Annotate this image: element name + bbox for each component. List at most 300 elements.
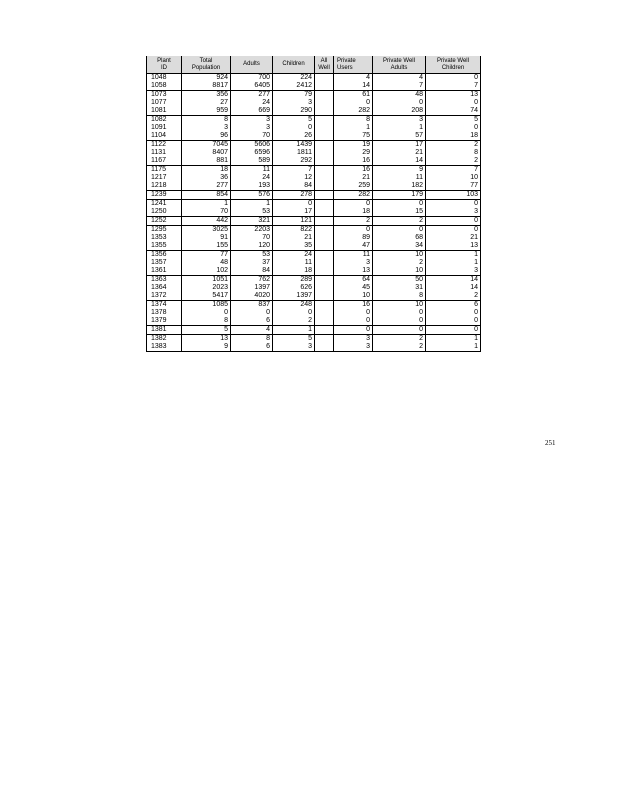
page-number: 251 [545, 439, 556, 447]
table-cell: 0 [426, 99, 481, 107]
table-cell: 9 [373, 166, 426, 175]
table-cell: 84 [273, 182, 315, 191]
table-cell: 0 [182, 309, 231, 317]
table-row [147, 124, 481, 132]
table-cell: 0 [334, 326, 373, 335]
table-cell: 21 [373, 149, 426, 157]
table-row [147, 234, 481, 242]
table-row [147, 208, 481, 217]
table-cell: 924 [182, 74, 231, 83]
table-cell: 74 [426, 107, 481, 116]
table-cell: 15 [373, 208, 426, 217]
header-adults: Adults [231, 56, 273, 74]
table-cell [315, 335, 334, 344]
table-row [147, 226, 481, 235]
table-row [147, 91, 481, 100]
table-cell: 84 [231, 267, 273, 276]
table-cell: 24 [231, 174, 273, 182]
table-cell [315, 191, 334, 200]
table-cell: 1379 [147, 317, 182, 326]
table-cell: 0 [273, 124, 315, 132]
table-cell: 0 [334, 200, 373, 209]
row-group [147, 217, 481, 226]
table-cell: 1378 [147, 309, 182, 317]
table-cell: 1058 [147, 82, 182, 91]
table-cell: 2023 [182, 284, 231, 292]
table-cell: 121 [273, 217, 315, 226]
table-cell [315, 182, 334, 191]
table-cell: 11 [334, 251, 373, 260]
table-cell: 837 [231, 301, 273, 310]
table-cell: 10 [373, 301, 426, 310]
table-cell [315, 74, 334, 83]
table-cell: 2203 [231, 226, 273, 235]
table-cell: 1383 [147, 343, 182, 352]
table-cell: 68 [373, 234, 426, 242]
table-row [147, 200, 481, 209]
table-cell: 11 [273, 259, 315, 267]
table-cell [315, 91, 334, 100]
row-group [147, 116, 481, 141]
table-row [147, 191, 481, 200]
table-cell: 10 [373, 267, 426, 276]
table-cell: 0 [426, 326, 481, 335]
table-cell: 14 [426, 284, 481, 292]
table-cell: 0 [426, 317, 481, 326]
table-cell: 1811 [273, 149, 315, 157]
table-cell: 21 [426, 234, 481, 242]
row-group [147, 326, 481, 335]
table-cell: 1104 [147, 132, 182, 141]
table-cell: 0 [273, 200, 315, 209]
table-cell: 6 [231, 343, 273, 352]
table-cell: 1364 [147, 284, 182, 292]
table-cell: 0 [426, 74, 481, 83]
table-cell: 1397 [273, 292, 315, 301]
table-cell: 6596 [231, 149, 273, 157]
table-cell: 0 [426, 309, 481, 317]
table-row [147, 276, 481, 285]
table-cell: 1091 [147, 124, 182, 132]
table-cell: 1356 [147, 251, 182, 260]
table-cell: 8 [373, 292, 426, 301]
table-cell: 626 [273, 284, 315, 292]
table-cell: 1 [182, 200, 231, 209]
table-row [147, 99, 481, 107]
table-cell: 120 [231, 242, 273, 251]
table-cell: 0 [373, 99, 426, 107]
header-private-well-children: Private Well Children [426, 56, 481, 74]
table-cell: 61 [334, 91, 373, 100]
table-cell: 0 [373, 309, 426, 317]
table-cell: 0 [373, 226, 426, 235]
table-row [147, 242, 481, 251]
row-group [147, 141, 481, 166]
table-cell: 48 [373, 91, 426, 100]
table-cell [315, 174, 334, 182]
table-row [147, 82, 481, 91]
table-cell [315, 99, 334, 107]
table-cell: 5 [273, 116, 315, 125]
table-cell: 2 [373, 335, 426, 344]
table-cell: 321 [231, 217, 273, 226]
table-cell: 1131 [147, 149, 182, 157]
table-cell: 289 [273, 276, 315, 285]
table-row [147, 217, 481, 226]
table-cell: 1048 [147, 74, 182, 83]
table-cell: 14 [426, 276, 481, 285]
table-cell: 193 [231, 182, 273, 191]
table-cell: 282 [334, 107, 373, 116]
table-cell: 0 [373, 326, 426, 335]
table-cell: 14 [373, 157, 426, 166]
row-group [147, 166, 481, 191]
table-cell: 854 [182, 191, 231, 200]
header-private-users: Private Users [334, 56, 373, 74]
table-cell: 1082 [147, 116, 182, 125]
table-cell: 70 [231, 132, 273, 141]
table-cell: 70 [182, 208, 231, 217]
table-cell: 1073 [147, 91, 182, 100]
table-cell: 18 [426, 132, 481, 141]
table-cell: 7 [373, 82, 426, 91]
table-cell: 4 [373, 74, 426, 83]
table-cell: 19 [334, 141, 373, 150]
table-cell: 7 [426, 166, 481, 175]
table-cell: 1 [231, 200, 273, 209]
table-row [147, 267, 481, 276]
table-cell: 292 [273, 157, 315, 166]
table-cell: 282 [334, 191, 373, 200]
table-cell: 13 [182, 335, 231, 344]
table-header [147, 56, 481, 74]
table-cell: 10 [426, 174, 481, 182]
table-cell [315, 259, 334, 267]
table-cell [315, 157, 334, 166]
header-all-well: All Well [315, 56, 334, 74]
table-cell: 21 [273, 234, 315, 242]
table-cell: 1175 [147, 166, 182, 175]
table-cell: 16 [334, 157, 373, 166]
table-cell: 0 [334, 226, 373, 235]
table-cell: 0 [426, 200, 481, 209]
table-cell: 29 [334, 149, 373, 157]
table-cell: 1167 [147, 157, 182, 166]
table-cell: 2 [426, 141, 481, 150]
header-total-population: Total Population [182, 56, 231, 74]
table-cell: 1077 [147, 99, 182, 107]
table-cell: 53 [231, 208, 273, 217]
table-cell: 4020 [231, 292, 273, 301]
table-row [147, 292, 481, 301]
table-cell: 8817 [182, 82, 231, 91]
table-row [147, 309, 481, 317]
table-cell: 3 [426, 208, 481, 217]
table-cell: 5417 [182, 292, 231, 301]
table-cell: 2 [373, 259, 426, 267]
table-cell: 224 [273, 74, 315, 83]
table-cell: 0 [273, 309, 315, 317]
table-cell: 959 [182, 107, 231, 116]
table-cell: 822 [273, 226, 315, 235]
table-cell [315, 82, 334, 91]
table-cell: 2 [334, 217, 373, 226]
table-cell: 18 [182, 166, 231, 175]
table-cell: 77 [182, 251, 231, 260]
table-row [147, 132, 481, 141]
header-plant-id: Plant ID [147, 56, 182, 74]
table-cell: 3 [334, 259, 373, 267]
table-cell: 1 [426, 335, 481, 344]
table-row [147, 116, 481, 125]
row-group [147, 74, 481, 91]
table-cell: 37 [231, 259, 273, 267]
row-group [147, 335, 481, 352]
table-cell: 1361 [147, 267, 182, 276]
table-cell [315, 124, 334, 132]
table-cell: 24 [231, 99, 273, 107]
table-cell: 442 [182, 217, 231, 226]
table-cell [315, 301, 334, 310]
table-cell [315, 242, 334, 251]
row-group [147, 191, 481, 200]
table-row [147, 251, 481, 260]
table-cell: 3 [334, 343, 373, 352]
table-cell: 1051 [182, 276, 231, 285]
table-cell: 0 [334, 317, 373, 326]
table-cell: 4 [334, 74, 373, 83]
table-cell: 1381 [147, 326, 182, 335]
table-cell: 1239 [147, 191, 182, 200]
table-cell: 36 [182, 174, 231, 182]
table-row [147, 149, 481, 157]
table-cell: 35 [273, 242, 315, 251]
table-cell: 7045 [182, 141, 231, 150]
table-cell: 576 [231, 191, 273, 200]
table-cell: 91 [182, 234, 231, 242]
table-cell: 9 [182, 343, 231, 352]
table-cell: 1217 [147, 174, 182, 182]
table-cell: 10 [334, 292, 373, 301]
table-cell: 3 [273, 343, 315, 352]
table-cell: 1085 [182, 301, 231, 310]
table-row [147, 182, 481, 191]
table-cell: 589 [231, 157, 273, 166]
table-cell: 13 [426, 91, 481, 100]
table-cell: 2 [273, 317, 315, 326]
table-cell [315, 116, 334, 125]
table-cell: 290 [273, 107, 315, 116]
table-cell [315, 292, 334, 301]
table-cell: 1 [373, 124, 426, 132]
table-cell: 182 [373, 182, 426, 191]
table-cell: 11 [231, 166, 273, 175]
table-cell: 10 [373, 251, 426, 260]
table-cell: 4 [231, 326, 273, 335]
table-cell: 57 [373, 132, 426, 141]
table-row [147, 259, 481, 267]
table-cell: 48 [182, 259, 231, 267]
table-cell: 762 [231, 276, 273, 285]
table-cell: 89 [334, 234, 373, 242]
table-cell: 0 [373, 317, 426, 326]
table-cell: 75 [334, 132, 373, 141]
table-row [147, 74, 481, 83]
table-cell [315, 251, 334, 260]
table-cell: 2 [373, 343, 426, 352]
table-cell: 1439 [273, 141, 315, 150]
table-cell: 3 [373, 116, 426, 125]
table-cell: 155 [182, 242, 231, 251]
table-cell: 2412 [273, 82, 315, 91]
table-cell: 1382 [147, 335, 182, 344]
table-cell: 700 [231, 74, 273, 83]
table-cell: 0 [426, 226, 481, 235]
table-cell: 6 [231, 317, 273, 326]
table-cell: 5606 [231, 141, 273, 150]
table-cell: 1353 [147, 234, 182, 242]
table-cell: 8 [426, 149, 481, 157]
table-row [147, 301, 481, 310]
table-cell: 0 [231, 309, 273, 317]
table-row [147, 157, 481, 166]
table-cell: 77 [426, 182, 481, 191]
table-cell: 1295 [147, 226, 182, 235]
table-cell: 1357 [147, 259, 182, 267]
row-group [147, 301, 481, 326]
table-cell: 0 [426, 217, 481, 226]
table-cell: 8407 [182, 149, 231, 157]
table-cell: 1 [426, 251, 481, 260]
table-cell: 1363 [147, 276, 182, 285]
table-cell: 13 [426, 242, 481, 251]
table-cell: 27 [182, 99, 231, 107]
table-cell: 669 [231, 107, 273, 116]
table-row [147, 174, 481, 182]
table-cell: 3 [231, 124, 273, 132]
table-cell: 1 [426, 343, 481, 352]
table-cell: 2 [426, 157, 481, 166]
table-cell: 1 [426, 259, 481, 267]
table-row [147, 107, 481, 116]
table-cell: 8 [182, 317, 231, 326]
table-cell: 102 [182, 267, 231, 276]
table-cell: 45 [334, 284, 373, 292]
table-cell: 208 [373, 107, 426, 116]
table-cell: 17 [373, 141, 426, 150]
table-cell: 7 [273, 166, 315, 175]
table-cell [315, 226, 334, 235]
table-cell: 2 [373, 217, 426, 226]
table-cell: 21 [334, 174, 373, 182]
table-cell: 3 [426, 267, 481, 276]
table-cell: 6405 [231, 82, 273, 91]
table-cell: 3 [334, 335, 373, 344]
table-cell: 5 [182, 326, 231, 335]
table-cell: 179 [373, 191, 426, 200]
table-cell [315, 107, 334, 116]
table-row [147, 317, 481, 326]
table-row [147, 343, 481, 352]
table-cell: 0 [334, 309, 373, 317]
row-group [147, 200, 481, 217]
table-cell: 11 [373, 174, 426, 182]
table-row [147, 166, 481, 175]
table-cell: 64 [334, 276, 373, 285]
table-cell [315, 217, 334, 226]
row-group [147, 91, 481, 116]
table-cell: 79 [273, 91, 315, 100]
table-cell [315, 343, 334, 352]
table-cell [315, 326, 334, 335]
table-cell: 16 [334, 301, 373, 310]
table-cell: 17 [273, 208, 315, 217]
table-cell: 3 [182, 124, 231, 132]
row-group [147, 251, 481, 276]
table-cell [315, 284, 334, 292]
table-cell: 103 [426, 191, 481, 200]
table-cell: 2 [426, 292, 481, 301]
table-cell [315, 208, 334, 217]
table-cell [315, 132, 334, 141]
table-cell: 1355 [147, 242, 182, 251]
table-cell: 248 [273, 301, 315, 310]
table-cell [315, 141, 334, 150]
table-cell [315, 317, 334, 326]
table-cell: 0 [373, 200, 426, 209]
header-children: Children [273, 56, 315, 74]
table-row [147, 141, 481, 150]
table-cell: 34 [373, 242, 426, 251]
table-cell: 18 [273, 267, 315, 276]
table-cell: 1241 [147, 200, 182, 209]
table-cell: 1122 [147, 141, 182, 150]
table-cell: 24 [273, 251, 315, 260]
table-cell [315, 166, 334, 175]
table-cell: 0 [334, 99, 373, 107]
table-cell: 1374 [147, 301, 182, 310]
table-row [147, 326, 481, 335]
table-cell [315, 267, 334, 276]
plant-population-table [146, 56, 481, 352]
table-cell: 1250 [147, 208, 182, 217]
table-cell: 8 [334, 116, 373, 125]
header-private-well-adults: Private Well Adults [373, 56, 426, 74]
row-group [147, 276, 481, 301]
table-cell: 12 [273, 174, 315, 182]
table-cell: 259 [334, 182, 373, 191]
table-cell [315, 200, 334, 209]
table-cell: 1397 [231, 284, 273, 292]
table-cell: 5 [273, 335, 315, 344]
table-cell: 6 [426, 301, 481, 310]
table-cell: 8 [231, 335, 273, 344]
table-cell: 3 [231, 116, 273, 125]
table-cell: 3 [273, 99, 315, 107]
table-cell: 356 [182, 91, 231, 100]
table-cell: 96 [182, 132, 231, 141]
table-cell: 1 [334, 124, 373, 132]
row-group [147, 226, 481, 251]
table-cell: 16 [334, 166, 373, 175]
table-cell: 3025 [182, 226, 231, 235]
table-cell: 1252 [147, 217, 182, 226]
table-cell: 13 [334, 267, 373, 276]
table-cell: 50 [373, 276, 426, 285]
table-cell: 8 [182, 116, 231, 125]
table-cell [315, 149, 334, 157]
table-cell [315, 309, 334, 317]
